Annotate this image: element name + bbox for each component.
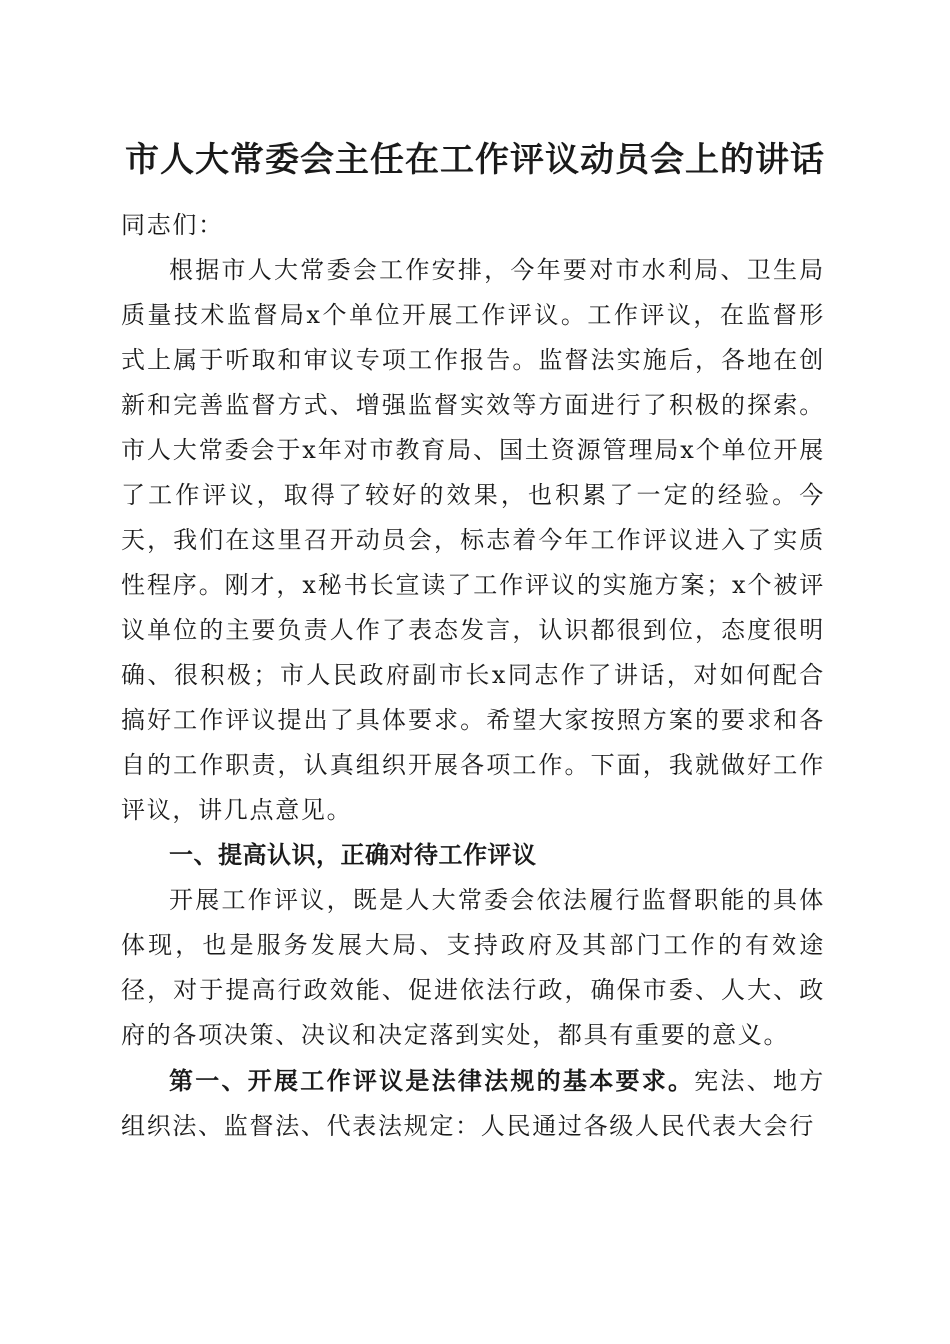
section-heading-1: 一、提高认识，正确对待工作评议	[169, 841, 537, 869]
paragraph-3	[121, 1058, 825, 1149]
paragraph-1: 根据市人大常委会工作安排，今年要对市水利局、卫生局质量技术监督局x个单位开展工作评议。工作评议，在监督形式上属于听取和审议专项工作报告。监督法实施后，各地在创新和完善监督方式、增强监督实效等方面进行了积极的探索。市人大常委会于x年对市教育局、国土资源管理局x个单位开展了工作评议，取得了较好的效果，也积累了一定的经验。今天，我们在这里召开动员会，标志着今年工作评议进入了实质性程序。刚才，x秘书长宣读了工作评议的实施方案；x个被评议单位的主要负责人作了表态发言，认识都很到位，态度很明确、很积极；市人民政府副市长x同志作了讲话，对如何配合搞好工作评议提出了具体要求。希望大家按照方案的要求和各自的工作职责，认真组织开展各项工作。下面，我就做好工作评议，讲几点意见。	[121, 256, 825, 824]
document-body	[121, 203, 825, 1149]
document-title: 市人大常委会主任在工作评议动员会上的讲话	[125, 140, 825, 180]
paragraph-3-lead: 第一、开展工作评议是法律法规的基本要求。	[169, 1066, 695, 1095]
paragraph-3-text: 宪法、地方组织法、监督法、代表法规定：人民通过各级人民代表大会行	[121, 1067, 825, 1140]
paragraph-2: 开展工作评议，既是人大常委会依法履行监督职能的具体体现，也是服务发展大局、支持政府及其部门工作的有效途径，对于提高行政效能、促进依法行政，确保市委、人大、政府的各项决策、决议和决定落到实处，都具有重要的意义。	[121, 886, 825, 1049]
salutation: 同志们：	[121, 211, 224, 239]
